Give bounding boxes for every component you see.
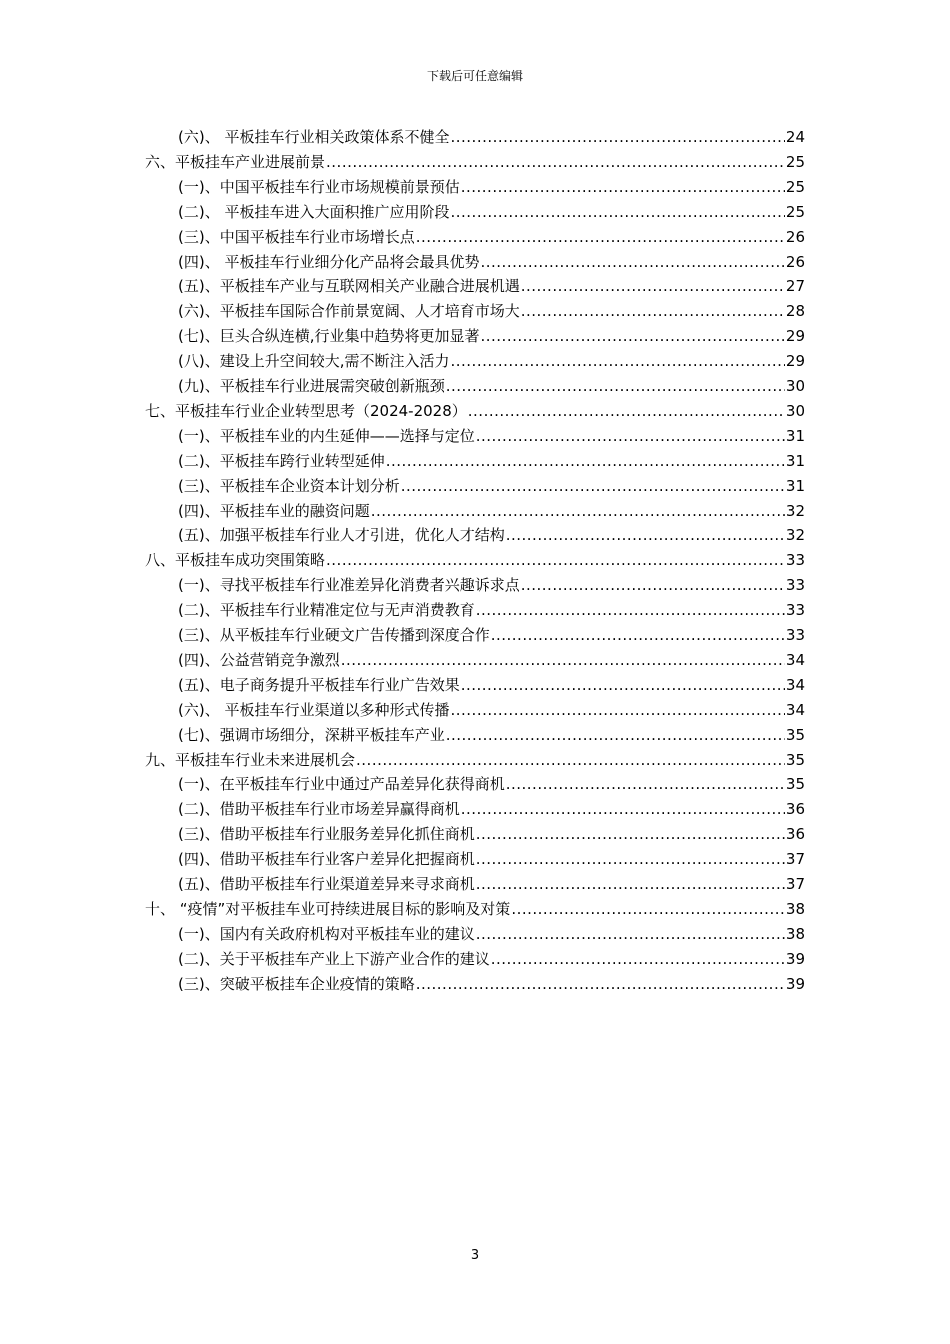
toc-entry-page: 32 <box>785 526 805 545</box>
toc-entry-page: 27 <box>785 277 805 296</box>
toc-entry[interactable] <box>178 424 805 449</box>
toc-entry[interactable] <box>178 922 805 947</box>
toc-entry[interactable] <box>178 523 805 548</box>
toc-entry[interactable] <box>178 499 805 524</box>
toc-entry-page: 30 <box>785 377 805 395</box>
toc-dot-leader <box>461 797 785 822</box>
toc-entry[interactable] <box>178 374 805 399</box>
toc-dot-leader <box>521 299 785 324</box>
toc-entry-title: (一)、中国平板挂车行业市场规模前景预估 <box>178 177 460 196</box>
toc-entry-page: 37 <box>785 875 805 893</box>
toc-entry-title: (二)、 平板挂车进入大面积推广应用阶段 <box>178 202 450 221</box>
toc-dot-leader <box>506 772 785 797</box>
toc-entry-title: (三)、平板挂车企业资本计划分析 <box>178 476 400 495</box>
toc-dot-leader <box>450 698 784 723</box>
toc-dot-leader <box>356 748 785 773</box>
toc-entry-title: (七)、强调市场细分，深耕平板挂车产业 <box>178 725 445 744</box>
toc-entry[interactable] <box>178 847 805 872</box>
toc-entry-page: 37 <box>785 850 805 869</box>
toc-entry-title: (一)、国内有关政府机构对平板挂车业的建议 <box>178 924 475 943</box>
toc-entry-title: (四)、借助平板挂车行业客户差异化把握商机 <box>178 850 475 869</box>
toc-entry-page: 35 <box>785 725 805 744</box>
toc-entry-title: (一)、平板挂车业的内生延伸——选择与定位 <box>178 426 475 445</box>
toc-entry[interactable] <box>178 250 805 275</box>
toc-entry-page: 39 <box>785 949 805 968</box>
toc-entry[interactable] <box>178 723 805 748</box>
toc-entry[interactable] <box>178 872 805 897</box>
toc-entry-title: (六)、平板挂车国际合作前景宽阔、人才培育市场大 <box>178 302 520 321</box>
toc-entry-title: (八)、建设上升空间较大,需不断注入活力 <box>178 352 450 371</box>
toc-entry-page: 34 <box>785 650 805 669</box>
toc-entry[interactable] <box>145 399 805 424</box>
toc-entry-title: (二)、平板挂车跨行业转型延伸 <box>178 451 385 470</box>
toc-entry-page: 28 <box>785 302 805 321</box>
toc-dot-leader <box>506 523 785 548</box>
toc-entry-title: (三)、从平板挂车行业硬文广告传播到深度合作 <box>178 626 490 644</box>
toc-entry[interactable] <box>178 225 805 250</box>
toc-entry[interactable] <box>178 947 805 972</box>
toc-entry-page: 29 <box>785 352 805 371</box>
toc-entry-title: 九、平板挂车行业未来进展机会 <box>145 750 356 769</box>
toc-dot-leader <box>461 673 785 698</box>
toc-entry-page: 31 <box>785 451 805 470</box>
toc-entry[interactable] <box>178 175 805 200</box>
toc-entry-page: 39 <box>785 974 805 993</box>
toc-dot-leader <box>476 847 785 872</box>
toc-entry-title: (一)、在平板挂车行业中通过产品差异化获得商机 <box>178 775 505 794</box>
toc-entry-page: 34 <box>785 675 805 694</box>
toc-dot-leader <box>521 274 785 299</box>
toc-entry-page: 33 <box>785 576 805 595</box>
toc-entry[interactable] <box>178 125 805 150</box>
toc-dot-leader <box>450 125 784 150</box>
toc-entry-page: 29 <box>785 327 805 346</box>
toc-entry-title: (五)、电子商务提升平板挂车行业广告效果 <box>178 675 460 694</box>
toc-entry[interactable] <box>178 698 805 723</box>
toc-entry-title: (九)、平板挂车行业进展需突破创新瓶颈 <box>178 377 445 395</box>
toc-entry[interactable] <box>178 349 805 374</box>
toc-entry-page: 36 <box>785 800 805 819</box>
toc-dot-leader <box>450 200 784 225</box>
toc-entry[interactable] <box>178 822 805 847</box>
toc-entry-title: (一)、寻找平板挂车行业准差异化消费者兴趣诉求点 <box>178 576 520 595</box>
toc-dot-leader <box>326 548 785 573</box>
toc-entry-title: (三)、突破平板挂车企业疫情的策略 <box>178 974 415 993</box>
toc-dot-leader <box>416 225 785 250</box>
toc-entry[interactable] <box>178 299 805 324</box>
toc-entry[interactable] <box>145 548 805 573</box>
toc-entry[interactable] <box>178 274 805 299</box>
toc-entry-title: (三)、借助平板挂车行业服务差异化抓住商机 <box>178 825 475 844</box>
toc-entry-title: (二)、关于平板挂车产业上下游产业合作的建议 <box>178 949 490 968</box>
toc-entry-page: 31 <box>785 426 805 445</box>
toc-dot-leader <box>341 648 785 673</box>
toc-entry[interactable] <box>178 598 805 623</box>
toc-dot-leader <box>386 449 785 474</box>
toc-dot-leader <box>371 499 785 524</box>
toc-dot-leader <box>476 822 785 847</box>
toc-dot-leader <box>476 598 785 623</box>
toc-dot-leader <box>468 399 785 424</box>
toc-entry-page: 32 <box>785 501 805 520</box>
toc-entry-page: 26 <box>785 252 805 271</box>
toc-dot-leader <box>326 150 785 175</box>
toc-entry-title: 六、平板挂车产业进展前景 <box>145 152 326 171</box>
toc-entry[interactable] <box>178 972 805 997</box>
toc-entry[interactable] <box>178 648 805 673</box>
toc-entry[interactable] <box>178 573 805 598</box>
toc-entry-title: (四)、 平板挂车行业细分化产品将会最具优势 <box>178 252 480 271</box>
toc-dot-leader <box>511 897 785 922</box>
toc-entry[interactable] <box>178 324 805 349</box>
page-number: 3 <box>470 1248 480 1263</box>
toc-entry-title: 八、平板挂车成功突围策略 <box>145 551 326 570</box>
toc-dot-leader <box>480 250 784 275</box>
toc-entry[interactable] <box>178 797 805 822</box>
toc-entry[interactable] <box>145 748 805 773</box>
toc-entry[interactable] <box>178 623 805 648</box>
toc-entry[interactable] <box>178 200 805 225</box>
toc-entry-page: 24 <box>785 128 805 146</box>
toc-entry-title: 七、平板挂车行业企业转型思考（2024-2028） <box>145 401 467 420</box>
toc-dot-leader <box>450 349 784 374</box>
toc-entry-page: 35 <box>785 775 805 794</box>
toc-entry-title: 十、 “疫情”对平板挂车业可持续进展目标的影响及对策 <box>145 899 511 918</box>
toc-dot-leader <box>446 374 785 399</box>
toc-entry-title: (六)、 平板挂车行业渠道以多种形式传播 <box>178 700 450 719</box>
toc-entry-title: (五)、平板挂车产业与互联网相关产业融合进展机遇 <box>178 277 520 296</box>
toc-dot-leader <box>461 175 785 200</box>
toc-entry[interactable] <box>145 897 805 922</box>
toc-entry-title: (四)、平板挂车业的融资问题 <box>178 501 370 520</box>
toc-entry-page: 33 <box>785 551 805 570</box>
toc-dot-leader <box>401 474 785 499</box>
toc-entry-title: (五)、加强平板挂车行业人才引进，优化人才结构 <box>178 526 505 545</box>
toc-entry[interactable] <box>145 150 805 175</box>
toc-entry[interactable] <box>178 449 805 474</box>
toc-entry-title: (七)、巨头合纵连横,行业集中趋势将更加显著 <box>178 327 480 346</box>
toc-entry-page: 38 <box>785 899 805 918</box>
toc-entry-page: 35 <box>785 750 805 769</box>
toc-entry-page: 25 <box>785 177 805 196</box>
toc-entry-page: 26 <box>785 227 805 246</box>
toc-entry-title: (五)、借助平板挂车行业渠道差异来寻求商机 <box>178 875 475 893</box>
toc-entry-page: 30 <box>785 401 805 420</box>
toc-entry[interactable] <box>178 474 805 499</box>
toc-entry-title: (二)、平板挂车行业精准定位与无声消费教育 <box>178 601 475 620</box>
toc-entry-page: 31 <box>785 476 805 495</box>
toc-entry-title: (二)、借助平板挂车行业市场差异赢得商机 <box>178 800 460 819</box>
toc-dot-leader <box>491 623 785 648</box>
toc-entry-title: (四)、公益营销竞争激烈 <box>178 650 340 669</box>
toc-dot-leader <box>476 922 785 947</box>
toc-entry-page: 38 <box>785 924 805 943</box>
page-header: 下载后可任意编辑 <box>426 69 523 83</box>
toc-entry-page: 33 <box>785 601 805 620</box>
toc-dot-leader <box>476 424 785 449</box>
toc-entry[interactable] <box>178 772 805 797</box>
toc-entry-title: (六)、 平板挂车行业相关政策体系不健全 <box>178 128 450 146</box>
toc-entry-page: 25 <box>785 152 805 171</box>
toc-dot-leader <box>416 972 785 997</box>
toc-dot-leader <box>491 947 785 972</box>
toc-entry-title: (三)、中国平板挂车行业市场增长点 <box>178 227 415 246</box>
toc-dot-leader <box>521 573 785 598</box>
toc-dot-leader <box>476 872 785 897</box>
toc-entry[interactable] <box>178 673 805 698</box>
toc-dot-leader <box>446 723 785 748</box>
toc-entry-page: 33 <box>785 626 805 644</box>
toc-entry-page: 25 <box>785 202 805 221</box>
toc-entry-page: 36 <box>785 825 805 844</box>
toc-dot-leader <box>480 324 784 349</box>
toc-entry-page: 34 <box>785 700 805 719</box>
